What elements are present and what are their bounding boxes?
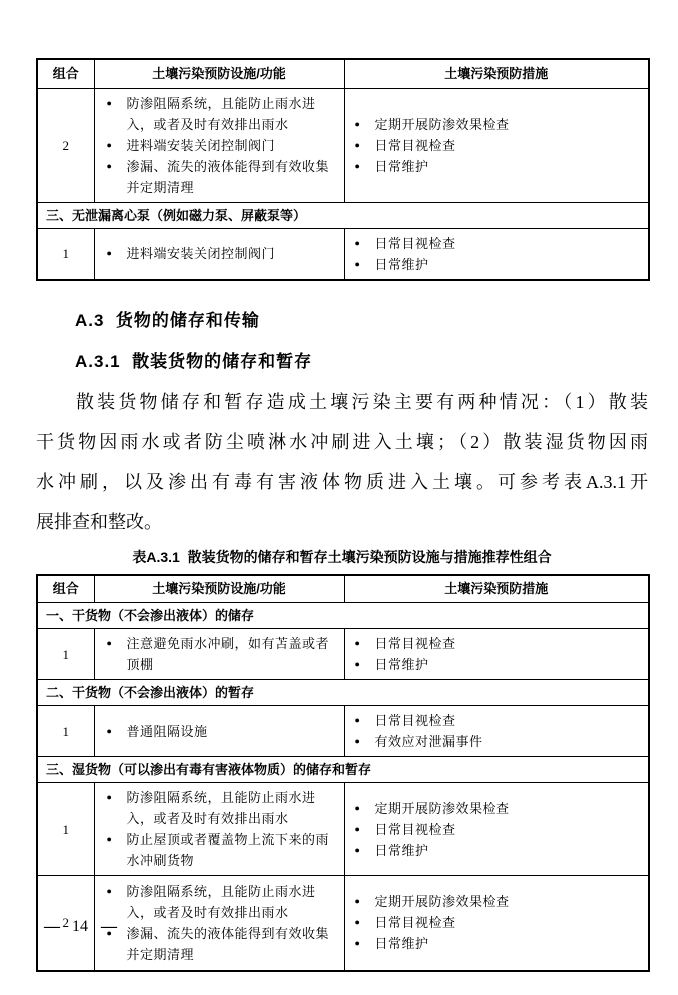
- bullet-item: ● 定期开展防渗效果检查: [351, 114, 641, 135]
- bullet-item: ● 防渗阻隔系统，且能防止雨水进入，或者及时有效排出雨水: [103, 881, 336, 923]
- bullet-item: ● 日常目视检查: [351, 710, 641, 731]
- table-row: [37, 783, 649, 876]
- table-row: [37, 228, 649, 280]
- bullet-item: ● 日常维护: [351, 933, 641, 954]
- paragraph-line: 散装货物储存和暂存造成土壤污染主要有两种情况：（1）散装: [76, 391, 648, 412]
- bullet-item: ● 日常目视检查: [351, 233, 641, 254]
- bullet-item: ● 防渗阻隔系统，且能防止雨水进入，或者及时有效排出雨水: [103, 787, 336, 829]
- table-header-row: [37, 59, 649, 88]
- combo-cell: 1: [37, 783, 94, 876]
- body-paragraph: [36, 382, 648, 542]
- bullet-item: ● 定期开展防渗效果检查: [351, 891, 641, 912]
- paragraph-line: 干货物因雨水或者防尘喷淋水冲刷进入土壤；（2）散装湿货物因雨: [36, 431, 648, 452]
- measures-cell: [344, 228, 649, 280]
- measures-cell: [344, 876, 649, 971]
- bullet-item: ● 普通阻隔设施: [103, 721, 336, 742]
- col-header-measures: 土壤污染预防措施: [344, 59, 649, 88]
- measure-list: [351, 798, 641, 861]
- table-row: [37, 629, 649, 680]
- bullet-item: ● 注意避免雨水冲刷，如有苫盖或者顶棚: [103, 633, 336, 675]
- facility-list: [103, 881, 336, 965]
- measure-list: [351, 233, 641, 275]
- section-heading: A.3 货物的储存和传输: [75, 310, 260, 330]
- table-header-row: [37, 575, 649, 603]
- paragraph-line: 展排查和整改。: [36, 511, 162, 532]
- facilities-cell: [94, 629, 344, 680]
- facility-list: [103, 243, 336, 264]
- measure-list: [351, 633, 641, 675]
- table-row: [37, 706, 649, 757]
- col-header-combo: 组合: [37, 575, 94, 603]
- page-footer: [44, 918, 116, 936]
- combo-cell: 2: [37, 876, 94, 971]
- subsection-heading: A.3.1 散装货物的储存和暂存: [75, 351, 313, 371]
- facilities-cell: [94, 88, 344, 202]
- measures-cell: [344, 629, 649, 680]
- combo-cell: 1: [37, 629, 94, 680]
- facility-list: [103, 633, 336, 675]
- table-caption: 表A.3.1 散装货物的储存和暂存土壤污染预防设施与措施推荐性组合: [132, 548, 552, 565]
- paragraph-line: 水冲刷，以及渗出有毒有害液体物质进入土壤。可参考表A.3.1开: [36, 471, 648, 492]
- bullet-item: ● 定期开展防渗效果检查: [351, 798, 641, 819]
- page-number: 14: [72, 918, 88, 935]
- section-label: 一、干货物（不会渗出液体）的储存: [37, 603, 649, 629]
- facility-list: [103, 93, 336, 198]
- section-label: 三、无泄漏离心泵（例如磁力泵、屏蔽泵等）: [37, 202, 649, 228]
- bullet-item: ● 日常维护: [351, 254, 641, 275]
- bullet-item: ● 防止屋顶或者覆盖物上流下来的雨水冲刷货物: [103, 829, 336, 871]
- measures-cell: [344, 88, 649, 202]
- section-label: 二、干货物（不会渗出液体）的暂存: [37, 680, 649, 706]
- bullet-item: ● 进料端安装关闭控制阀门: [103, 135, 336, 156]
- bullet-item: ● 日常目视检查: [351, 633, 641, 654]
- bullet-item: ● 进料端安装关闭控制阀门: [103, 243, 336, 264]
- bullet-item: ● 日常维护: [351, 156, 641, 177]
- facility-list: [103, 787, 336, 871]
- bullet-item: ● 日常目视检查: [351, 912, 641, 933]
- col-header-facilities: 土壤污染预防设施/功能: [94, 575, 344, 603]
- bullet-item: ● 渗漏、流失的液体能得到有效收集并定期清理: [103, 156, 336, 198]
- section-row: [37, 680, 649, 706]
- section-label: 三、湿货物（可以渗出有毒有害液体物质）的储存和暂存: [37, 757, 649, 783]
- bullet-item: ● 日常维护: [351, 840, 641, 861]
- bullet-item: ● 有效应对泄漏事件: [351, 731, 641, 752]
- combo-cell: 1: [37, 228, 94, 280]
- bullet-item: ● 日常目视检查: [351, 819, 641, 840]
- table-row: [37, 88, 649, 202]
- bullet-item: ● 日常目视检查: [351, 135, 641, 156]
- col-header-measures: 土壤污染预防措施: [344, 575, 649, 603]
- bulk-cargo-table: [36, 574, 650, 972]
- facilities-cell: [94, 228, 344, 280]
- facility-list: [103, 721, 336, 742]
- measure-list: [351, 114, 641, 177]
- combo-cell: 2: [37, 88, 94, 202]
- footer-right-dash: —: [101, 918, 116, 935]
- table-row: [37, 876, 649, 971]
- bullet-item: ● 日常维护: [351, 654, 641, 675]
- facilities-cell: [94, 706, 344, 757]
- measures-cell: [344, 783, 649, 876]
- measures-cell: [344, 706, 649, 757]
- prevention-table-continued: [36, 58, 650, 281]
- facilities-cell: [94, 876, 344, 971]
- bullet-item: ● 防渗阻隔系统，且能防止雨水进入，或者及时有效排出雨水: [103, 93, 336, 135]
- measure-list: [351, 710, 641, 752]
- section-row: [37, 603, 649, 629]
- section-row: [37, 757, 649, 783]
- col-header-facilities: 土壤污染预防设施/功能: [94, 59, 344, 88]
- facilities-cell: [94, 783, 344, 876]
- bullet-item: ● 渗漏、流失的液体能得到有效收集并定期清理: [103, 923, 336, 965]
- footer-left-dash: —: [44, 918, 59, 935]
- section-row: [37, 202, 649, 228]
- measure-list: [351, 891, 641, 954]
- combo-cell: 1: [37, 706, 94, 757]
- col-header-combo: 组合: [37, 59, 94, 88]
